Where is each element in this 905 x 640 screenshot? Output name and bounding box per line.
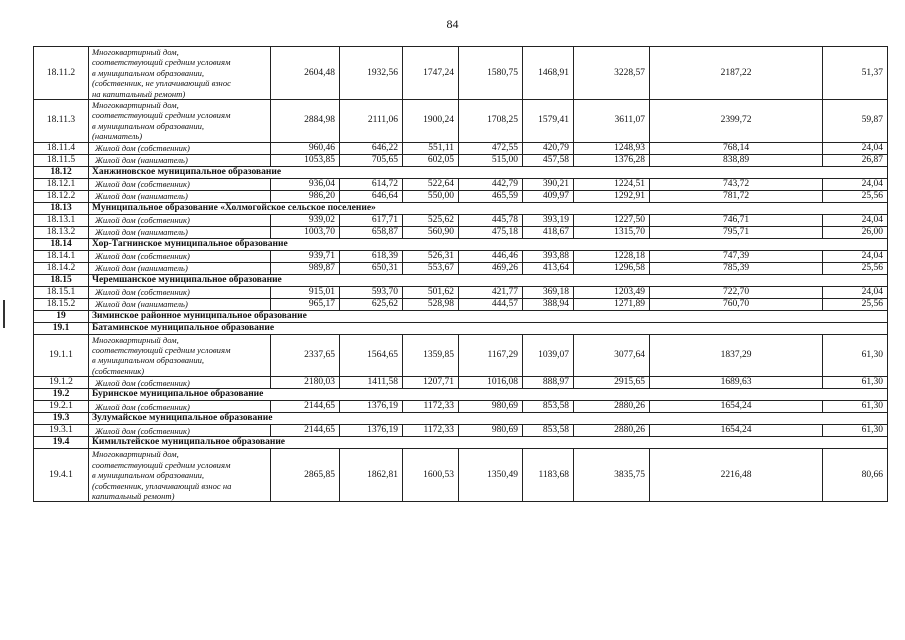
value-cell: 2144,65 bbox=[271, 425, 340, 437]
section-row bbox=[34, 389, 888, 401]
row-code: 18.11.2 bbox=[34, 47, 89, 100]
value-cell: 1900,24 bbox=[403, 100, 459, 143]
value-cell: 1837,29 bbox=[650, 334, 823, 377]
value-cell: 472,55 bbox=[459, 142, 523, 154]
value-cell: 650,31 bbox=[340, 262, 403, 274]
row-code: 19.4.1 bbox=[34, 449, 89, 502]
value-cell: 1167,29 bbox=[459, 334, 523, 377]
value-cell: 469,26 bbox=[459, 262, 523, 274]
table-row bbox=[34, 178, 888, 190]
value-cell: 24,04 bbox=[823, 178, 888, 190]
table-row bbox=[34, 100, 888, 143]
section-title: Батаминское муниципальное образование bbox=[89, 322, 888, 334]
value-cell: 1862,81 bbox=[340, 449, 403, 502]
description-line: Многоквартирный дом, bbox=[92, 334, 179, 345]
value-cell: 939,71 bbox=[271, 250, 340, 262]
value-cell: 3611,07 bbox=[574, 100, 650, 143]
value-cell: 743,72 bbox=[650, 178, 823, 190]
value-cell: 501,62 bbox=[403, 286, 459, 298]
value-cell: 1654,24 bbox=[650, 401, 823, 413]
value-cell: 614,72 bbox=[340, 178, 403, 190]
description-line: Жилой дом (наниматель) bbox=[95, 190, 188, 201]
value-cell: 1654,24 bbox=[650, 425, 823, 437]
value-cell: 420,79 bbox=[523, 142, 574, 154]
description-line: соответствующий средним условиям bbox=[92, 345, 231, 356]
section-title: Хор-Тагнинское муниципальное образование bbox=[89, 238, 888, 250]
value-cell: 2915,65 bbox=[574, 377, 650, 389]
row-code: 19.3.1 bbox=[34, 425, 89, 437]
row-code: 18.14 bbox=[34, 238, 89, 250]
description-line: Многоквартирный дом, bbox=[92, 100, 179, 111]
table-row bbox=[34, 334, 888, 377]
value-cell: 760,70 bbox=[650, 298, 823, 310]
table-row bbox=[34, 401, 888, 413]
row-code: 18.13 bbox=[34, 202, 89, 214]
value-cell: 528,98 bbox=[403, 298, 459, 310]
row-code: 18.12.1 bbox=[34, 178, 89, 190]
description-line: Жилой дом (наниматель) bbox=[95, 226, 188, 237]
value-cell: 593,70 bbox=[340, 286, 403, 298]
value-cell: 80,66 bbox=[823, 449, 888, 502]
row-code: 18.11.4 bbox=[34, 142, 89, 154]
row-description bbox=[89, 401, 271, 413]
value-cell: 3835,75 bbox=[574, 449, 650, 502]
row-code: 18.14.1 bbox=[34, 250, 89, 262]
description-line: соответствующий средним условиям bbox=[92, 57, 231, 68]
section-title: Кимильтейское муниципальное образование bbox=[89, 437, 888, 449]
value-cell: 1016,08 bbox=[459, 377, 523, 389]
row-description bbox=[89, 262, 271, 274]
value-cell: 25,56 bbox=[823, 262, 888, 274]
value-cell: 989,87 bbox=[271, 262, 340, 274]
value-cell: 646,22 bbox=[340, 142, 403, 154]
row-code: 18.13.2 bbox=[34, 226, 89, 238]
value-cell: 1248,93 bbox=[574, 142, 650, 154]
value-cell: 1468,91 bbox=[523, 47, 574, 100]
value-cell: 768,14 bbox=[650, 142, 823, 154]
description-line: соответствующий средним условиям bbox=[92, 110, 231, 121]
row-description bbox=[89, 214, 271, 226]
row-description bbox=[89, 100, 271, 143]
value-cell: 525,62 bbox=[403, 214, 459, 226]
value-cell: 409,97 bbox=[523, 190, 574, 202]
value-cell: 2880,26 bbox=[574, 425, 650, 437]
value-cell: 1039,07 bbox=[523, 334, 574, 377]
value-cell: 617,71 bbox=[340, 214, 403, 226]
value-cell: 939,02 bbox=[271, 214, 340, 226]
description-line: Жилой дом (наниматель) bbox=[95, 154, 188, 165]
value-cell: 2111,06 bbox=[340, 100, 403, 143]
row-description bbox=[89, 154, 271, 166]
table-row bbox=[34, 226, 888, 238]
value-cell: 965,17 bbox=[271, 298, 340, 310]
value-cell: 413,64 bbox=[523, 262, 574, 274]
value-cell: 393,88 bbox=[523, 250, 574, 262]
section-title: Буринское муниципальное образование bbox=[89, 389, 888, 401]
value-cell: 24,04 bbox=[823, 250, 888, 262]
table-row bbox=[34, 425, 888, 437]
description-line: Жилой дом (собственник) bbox=[95, 142, 190, 153]
row-code: 19.4 bbox=[34, 437, 89, 449]
value-cell: 444,57 bbox=[459, 298, 523, 310]
table-row bbox=[34, 262, 888, 274]
value-cell: 1271,89 bbox=[574, 298, 650, 310]
row-code: 19.2 bbox=[34, 389, 89, 401]
section-row bbox=[34, 238, 888, 250]
description-line: (собственник) bbox=[92, 365, 145, 376]
value-cell: 24,04 bbox=[823, 286, 888, 298]
value-cell: 1315,70 bbox=[574, 226, 650, 238]
value-cell: 1600,53 bbox=[403, 449, 459, 502]
value-cell: 1932,56 bbox=[340, 47, 403, 100]
description-line: Жилой дом (собственник) bbox=[95, 214, 190, 225]
description-line: Жилой дом (наниматель) bbox=[95, 262, 188, 273]
section-title: Муниципальное образование «Холмогойское сельское поселение» bbox=[89, 202, 888, 214]
section-title: Черемшанское муниципальное образование bbox=[89, 274, 888, 286]
value-cell: 838,89 bbox=[650, 154, 823, 166]
section-row bbox=[34, 413, 888, 425]
value-cell: 2144,65 bbox=[271, 401, 340, 413]
value-cell: 1227,50 bbox=[574, 214, 650, 226]
description-line: Жилой дом (собственник) bbox=[95, 425, 190, 436]
section-title: Ханжиновское муниципальное образование bbox=[89, 166, 888, 178]
row-description bbox=[89, 47, 271, 100]
value-cell: 888,97 bbox=[523, 377, 574, 389]
row-code: 18.15.2 bbox=[34, 298, 89, 310]
value-cell: 785,39 bbox=[650, 262, 823, 274]
value-cell: 1579,41 bbox=[523, 100, 574, 143]
value-cell: 522,64 bbox=[403, 178, 459, 190]
value-cell: 1376,28 bbox=[574, 154, 650, 166]
value-cell: 1172,33 bbox=[403, 401, 459, 413]
value-cell: 602,05 bbox=[403, 154, 459, 166]
value-cell: 2604,48 bbox=[271, 47, 340, 100]
value-cell: 1376,19 bbox=[340, 425, 403, 437]
value-cell: 1224,51 bbox=[574, 178, 650, 190]
value-cell: 560,90 bbox=[403, 226, 459, 238]
row-description bbox=[89, 334, 271, 377]
value-cell: 24,04 bbox=[823, 214, 888, 226]
table-row bbox=[34, 298, 888, 310]
value-cell: 445,78 bbox=[459, 214, 523, 226]
row-code: 19.1.2 bbox=[34, 377, 89, 389]
section-row bbox=[34, 166, 888, 178]
value-cell: 3077,64 bbox=[574, 334, 650, 377]
value-cell: 421,77 bbox=[459, 286, 523, 298]
value-cell: 1228,18 bbox=[574, 250, 650, 262]
description-line: (собственник, не уплачивающий взнос bbox=[92, 78, 231, 89]
value-cell: 980,69 bbox=[459, 401, 523, 413]
value-cell: 25,56 bbox=[823, 190, 888, 202]
section-row bbox=[34, 437, 888, 449]
table-body bbox=[34, 47, 888, 502]
row-code: 18.14.2 bbox=[34, 262, 89, 274]
value-cell: 26,87 bbox=[823, 154, 888, 166]
value-cell: 25,56 bbox=[823, 298, 888, 310]
description-line: (наниматель) bbox=[92, 131, 143, 142]
row-code: 18.15 bbox=[34, 274, 89, 286]
table-row bbox=[34, 250, 888, 262]
tariff-table bbox=[33, 46, 888, 502]
value-cell: 1053,85 bbox=[271, 154, 340, 166]
row-description bbox=[89, 142, 271, 154]
row-code: 18.13.1 bbox=[34, 214, 89, 226]
value-cell: 2216,48 bbox=[650, 449, 823, 502]
row-code: 19 bbox=[34, 310, 89, 322]
value-cell: 515,00 bbox=[459, 154, 523, 166]
value-cell: 1172,33 bbox=[403, 425, 459, 437]
value-cell: 2399,72 bbox=[650, 100, 823, 143]
value-cell: 388,94 bbox=[523, 298, 574, 310]
description-line: в муниципальном образовании, bbox=[92, 470, 205, 481]
value-cell: 61,30 bbox=[823, 334, 888, 377]
section-row bbox=[34, 202, 888, 214]
value-cell: 1376,19 bbox=[340, 401, 403, 413]
value-cell: 1747,24 bbox=[403, 47, 459, 100]
value-cell: 61,30 bbox=[823, 425, 888, 437]
value-cell: 2884,98 bbox=[271, 100, 340, 143]
section-row bbox=[34, 322, 888, 334]
description-line: в муниципальном образовании, bbox=[92, 355, 205, 366]
value-cell: 781,72 bbox=[650, 190, 823, 202]
value-cell: 390,21 bbox=[523, 178, 574, 190]
row-description bbox=[89, 449, 271, 502]
table-row bbox=[34, 142, 888, 154]
description-line: Жилой дом (собственник) bbox=[95, 286, 190, 297]
value-cell: 2880,26 bbox=[574, 401, 650, 413]
value-cell: 369,18 bbox=[523, 286, 574, 298]
row-code: 19.3 bbox=[34, 413, 89, 425]
row-description bbox=[89, 250, 271, 262]
description-line: капитальный ремонт) bbox=[92, 490, 175, 501]
description-line: в муниципальном образовании, bbox=[92, 67, 205, 78]
page-number: 84 bbox=[446, 17, 459, 31]
value-cell: 2337,65 bbox=[271, 334, 340, 377]
value-cell: 853,58 bbox=[523, 425, 574, 437]
description-line: Жилой дом (собственник) bbox=[95, 401, 190, 412]
row-description bbox=[89, 190, 271, 202]
row-description bbox=[89, 226, 271, 238]
value-cell: 618,39 bbox=[340, 250, 403, 262]
value-cell: 393,19 bbox=[523, 214, 574, 226]
description-line: на капитальный ремонт) bbox=[92, 88, 186, 99]
value-cell: 446,46 bbox=[459, 250, 523, 262]
value-cell: 59,87 bbox=[823, 100, 888, 143]
description-line: соответствующий средним условиям bbox=[92, 459, 231, 470]
table-row bbox=[34, 377, 888, 389]
value-cell: 26,00 bbox=[823, 226, 888, 238]
value-cell: 465,59 bbox=[459, 190, 523, 202]
description-line: в муниципальном образовании, bbox=[92, 120, 205, 131]
value-cell: 551,11 bbox=[403, 142, 459, 154]
row-description bbox=[89, 286, 271, 298]
row-description bbox=[89, 178, 271, 190]
value-cell: 24,04 bbox=[823, 142, 888, 154]
section-title: Зулумайское муниципальное образование bbox=[89, 413, 888, 425]
value-cell: 442,79 bbox=[459, 178, 523, 190]
value-cell: 418,67 bbox=[523, 226, 574, 238]
value-cell: 658,87 bbox=[340, 226, 403, 238]
row-code: 18.15.1 bbox=[34, 286, 89, 298]
description-line: Многоквартирный дом, bbox=[92, 47, 179, 57]
table-row bbox=[34, 154, 888, 166]
row-description bbox=[89, 298, 271, 310]
value-cell: 1411,58 bbox=[340, 377, 403, 389]
row-description bbox=[89, 377, 271, 389]
scan-margin-mark bbox=[3, 300, 5, 328]
description-line: Многоквартирный дом, bbox=[92, 449, 179, 460]
value-cell: 722,70 bbox=[650, 286, 823, 298]
row-code: 19.1 bbox=[34, 322, 89, 334]
row-code: 18.12.2 bbox=[34, 190, 89, 202]
value-cell: 980,69 bbox=[459, 425, 523, 437]
value-cell: 3228,57 bbox=[574, 47, 650, 100]
row-description bbox=[89, 425, 271, 437]
value-cell: 1580,75 bbox=[459, 47, 523, 100]
value-cell: 986,20 bbox=[271, 190, 340, 202]
value-cell: 1708,25 bbox=[459, 100, 523, 143]
value-cell: 1003,70 bbox=[271, 226, 340, 238]
value-cell: 61,30 bbox=[823, 377, 888, 389]
value-cell: 625,62 bbox=[340, 298, 403, 310]
value-cell: 746,71 bbox=[650, 214, 823, 226]
row-code: 19.1.1 bbox=[34, 334, 89, 377]
value-cell: 1296,58 bbox=[574, 262, 650, 274]
section-row bbox=[34, 274, 888, 286]
value-cell: 2187,22 bbox=[650, 47, 823, 100]
section-title: Зиминское районное муниципальное образование bbox=[89, 310, 888, 322]
table-row bbox=[34, 190, 888, 202]
value-cell: 550,00 bbox=[403, 190, 459, 202]
value-cell: 1207,71 bbox=[403, 377, 459, 389]
value-cell: 936,04 bbox=[271, 178, 340, 190]
row-code: 18.11.5 bbox=[34, 154, 89, 166]
table-row bbox=[34, 214, 888, 226]
value-cell: 2180,03 bbox=[271, 377, 340, 389]
description-line: (собственник, уплачивающий взнос на bbox=[92, 480, 232, 491]
value-cell: 705,65 bbox=[340, 154, 403, 166]
value-cell: 1350,49 bbox=[459, 449, 523, 502]
value-cell: 1183,68 bbox=[523, 449, 574, 502]
value-cell: 526,31 bbox=[403, 250, 459, 262]
value-cell: 853,58 bbox=[523, 401, 574, 413]
table-row bbox=[34, 47, 888, 100]
value-cell: 1359,85 bbox=[403, 334, 459, 377]
value-cell: 960,46 bbox=[271, 142, 340, 154]
value-cell: 1292,91 bbox=[574, 190, 650, 202]
value-cell: 1203,49 bbox=[574, 286, 650, 298]
value-cell: 1564,65 bbox=[340, 334, 403, 377]
value-cell: 646,64 bbox=[340, 190, 403, 202]
value-cell: 51,37 bbox=[823, 47, 888, 100]
description-line: Жилой дом (наниматель) bbox=[95, 298, 188, 309]
value-cell: 457,58 bbox=[523, 154, 574, 166]
value-cell: 475,18 bbox=[459, 226, 523, 238]
row-code: 18.11.3 bbox=[34, 100, 89, 143]
value-cell: 795,71 bbox=[650, 226, 823, 238]
section-row bbox=[34, 310, 888, 322]
description-line: Жилой дом (собственник) bbox=[95, 178, 190, 189]
value-cell: 915,01 bbox=[271, 286, 340, 298]
value-cell: 1689,63 bbox=[650, 377, 823, 389]
value-cell: 553,67 bbox=[403, 262, 459, 274]
table-row bbox=[34, 449, 888, 502]
value-cell: 61,30 bbox=[823, 401, 888, 413]
value-cell: 747,39 bbox=[650, 250, 823, 262]
description-line: Жилой дом (собственник) bbox=[95, 250, 190, 261]
table-row bbox=[34, 286, 888, 298]
row-code: 19.2.1 bbox=[34, 401, 89, 413]
description-line: Жилой дом (собственник) bbox=[95, 377, 190, 388]
value-cell: 2865,85 bbox=[271, 449, 340, 502]
row-code: 18.12 bbox=[34, 166, 89, 178]
